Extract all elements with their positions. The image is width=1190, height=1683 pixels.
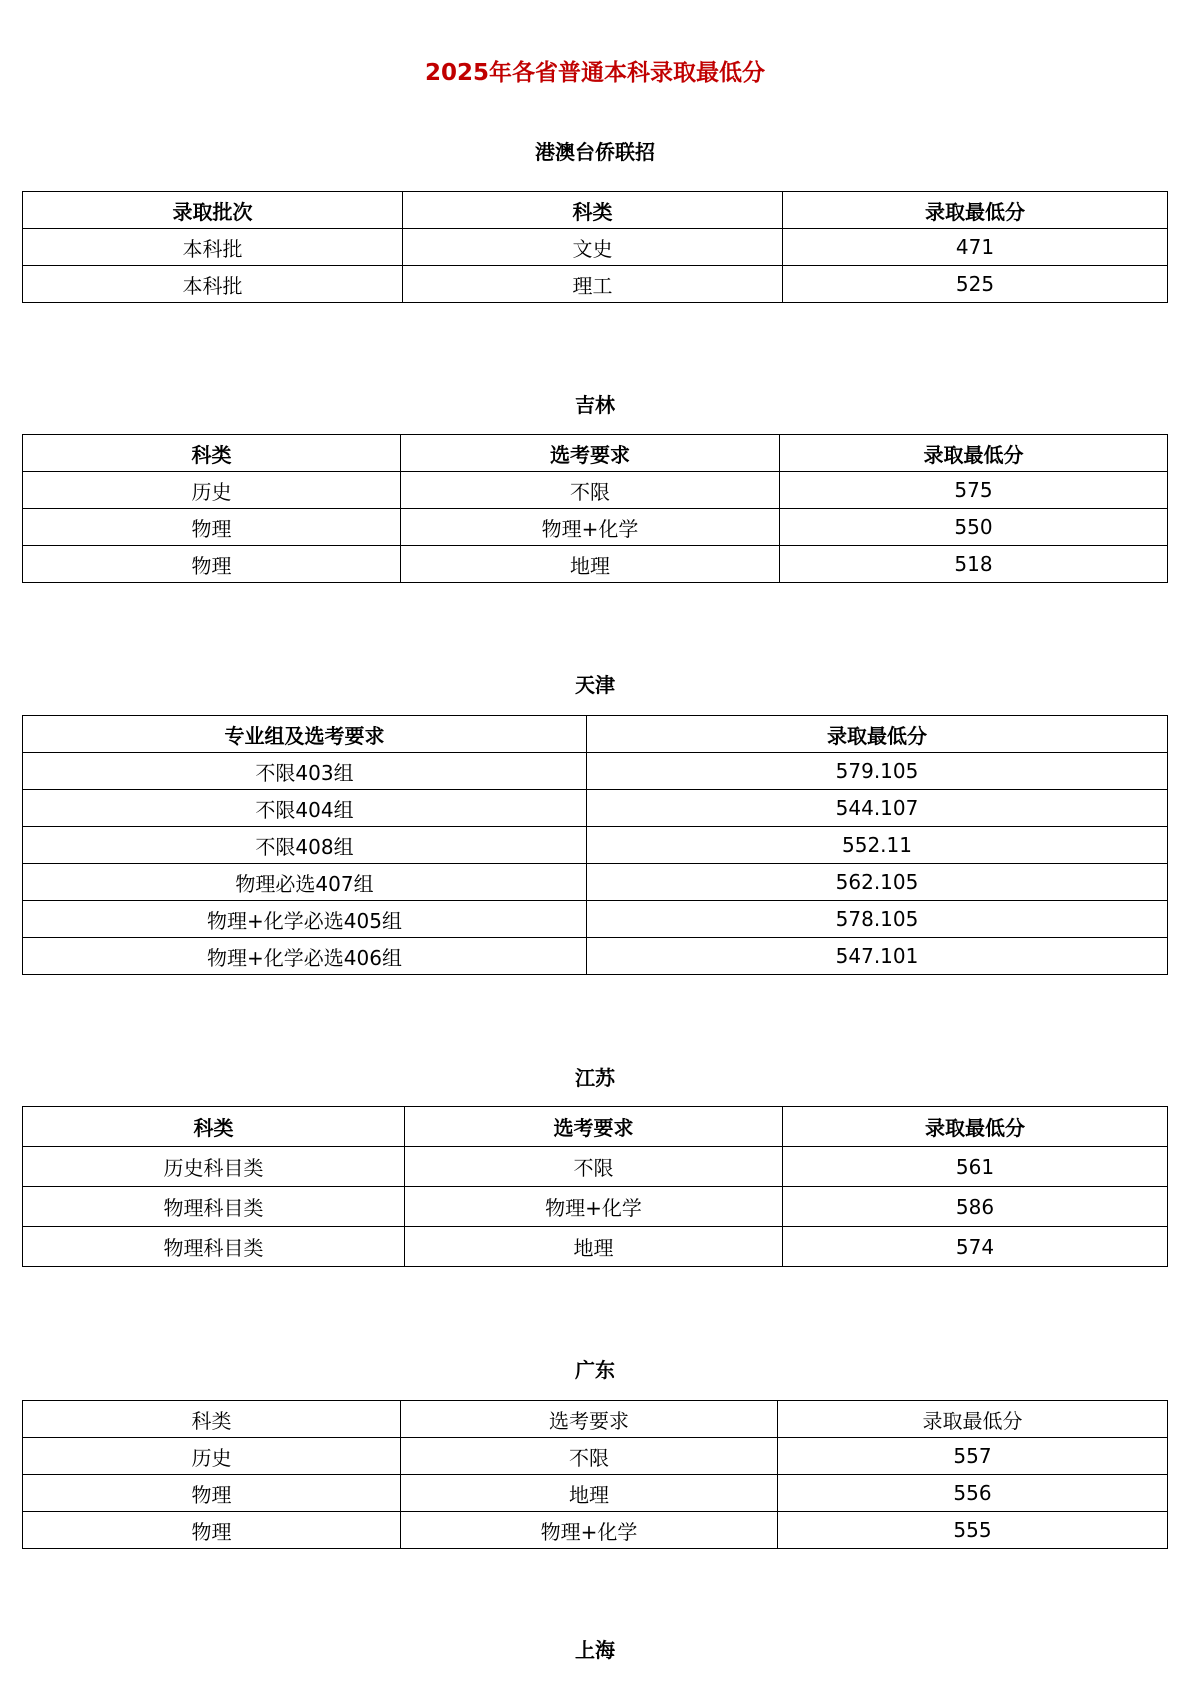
table-cell: 544.107 — [587, 790, 1168, 827]
table-cell: 物理+化学 — [405, 1187, 783, 1227]
table-cell: 物理 — [23, 509, 401, 546]
table-cell: 地理 — [401, 1475, 778, 1512]
table-cell: 579.105 — [587, 753, 1168, 790]
table-cell: 物理+化学 — [401, 509, 780, 546]
table-cell: 575 — [780, 472, 1168, 509]
table-row — [23, 1512, 1168, 1549]
table-cell: 518 — [780, 546, 1168, 583]
table-cell: 不限 — [405, 1147, 783, 1187]
table-header-row — [23, 192, 1168, 229]
section-title-jilin: 吉林 — [575, 393, 615, 417]
table-cell: 不限 — [401, 472, 780, 509]
table-row — [23, 1475, 1168, 1512]
table-row — [23, 753, 1168, 790]
score-table-jilin — [22, 434, 1168, 583]
table-cell: 物理 — [23, 546, 401, 583]
table-cell: 562.105 — [587, 864, 1168, 901]
header-cell: 科类 — [23, 1401, 401, 1438]
table-cell: 556 — [778, 1475, 1168, 1512]
section-title-guangdong: 广东 — [575, 1358, 615, 1382]
score-table-gangaotai — [22, 191, 1168, 303]
table-cell: 物理 — [23, 1512, 401, 1549]
table-header-row — [23, 435, 1168, 472]
table-cell: 本科批 — [23, 266, 403, 303]
header-cell: 录取最低分 — [783, 192, 1168, 229]
header-cell: 科类 — [23, 435, 401, 472]
section-title-shanghai: 上海 — [575, 1638, 615, 1662]
table-cell: 文史 — [403, 229, 783, 266]
table-row — [23, 229, 1168, 266]
table-cell: 物理+化学必选406组 — [23, 938, 587, 975]
table-cell: 理工 — [403, 266, 783, 303]
table-cell: 561 — [783, 1147, 1168, 1187]
table-row — [23, 1438, 1168, 1475]
table-header-row — [23, 1107, 1168, 1147]
table-cell: 地理 — [405, 1227, 783, 1267]
table-row — [23, 827, 1168, 864]
table-row — [23, 1227, 1168, 1267]
header-cell: 录取最低分 — [783, 1107, 1168, 1147]
table-cell: 物理必选407组 — [23, 864, 587, 901]
header-cell: 录取最低分 — [587, 716, 1168, 753]
table-cell: 555 — [778, 1512, 1168, 1549]
header-cell: 科类 — [403, 192, 783, 229]
table-cell: 历史科目类 — [23, 1147, 405, 1187]
table-header-row — [23, 716, 1168, 753]
table-row — [23, 790, 1168, 827]
header-cell: 选考要求 — [405, 1107, 783, 1147]
section-title-tianjin: 天津 — [575, 673, 615, 697]
table-cell: 578.105 — [587, 901, 1168, 938]
table-row — [23, 546, 1168, 583]
table-cell: 586 — [783, 1187, 1168, 1227]
table-row — [23, 938, 1168, 975]
table-row — [23, 472, 1168, 509]
table-cell: 不限403组 — [23, 753, 587, 790]
table-cell: 557 — [778, 1438, 1168, 1475]
section-title-gangaotai: 港澳台侨联招 — [535, 140, 655, 164]
score-table-jiangsu — [22, 1106, 1168, 1267]
table-cell: 地理 — [401, 546, 780, 583]
table-cell: 物理+化学必选405组 — [23, 901, 587, 938]
table-cell: 不限 — [401, 1438, 778, 1475]
table-cell: 525 — [783, 266, 1168, 303]
table-cell: 本科批 — [23, 229, 403, 266]
table-cell: 物理 — [23, 1475, 401, 1512]
header-cell: 专业组及选考要求 — [23, 716, 587, 753]
table-cell: 574 — [783, 1227, 1168, 1267]
table-cell: 物理+化学 — [401, 1512, 778, 1549]
table-cell: 552.11 — [587, 827, 1168, 864]
table-cell: 不限404组 — [23, 790, 587, 827]
header-cell: 科类 — [23, 1107, 405, 1147]
page-title: 2025年各省普通本科录取最低分 — [424, 60, 765, 86]
table-cell: 547.101 — [587, 938, 1168, 975]
table-cell: 物理科目类 — [23, 1227, 405, 1267]
header-cell: 录取最低分 — [780, 435, 1168, 472]
table-row — [23, 509, 1168, 546]
header-cell: 录取批次 — [23, 192, 403, 229]
header-cell: 录取最低分 — [778, 1401, 1168, 1438]
table-cell: 历史 — [23, 472, 401, 509]
table-row — [23, 864, 1168, 901]
table-row — [23, 266, 1168, 303]
header-cell: 选考要求 — [401, 435, 780, 472]
table-row — [23, 901, 1168, 938]
score-table-tianjin — [22, 715, 1168, 975]
table-cell: 550 — [780, 509, 1168, 546]
table-row — [23, 1147, 1168, 1187]
header-cell: 选考要求 — [401, 1401, 778, 1438]
table-cell: 不限408组 — [23, 827, 587, 864]
table-cell: 物理科目类 — [23, 1187, 405, 1227]
table-header-row — [23, 1401, 1168, 1438]
score-table-guangdong — [22, 1400, 1168, 1549]
table-cell: 471 — [783, 229, 1168, 266]
section-title-jiangsu: 江苏 — [575, 1066, 615, 1090]
table-cell: 历史 — [23, 1438, 401, 1475]
table-row — [23, 1187, 1168, 1227]
